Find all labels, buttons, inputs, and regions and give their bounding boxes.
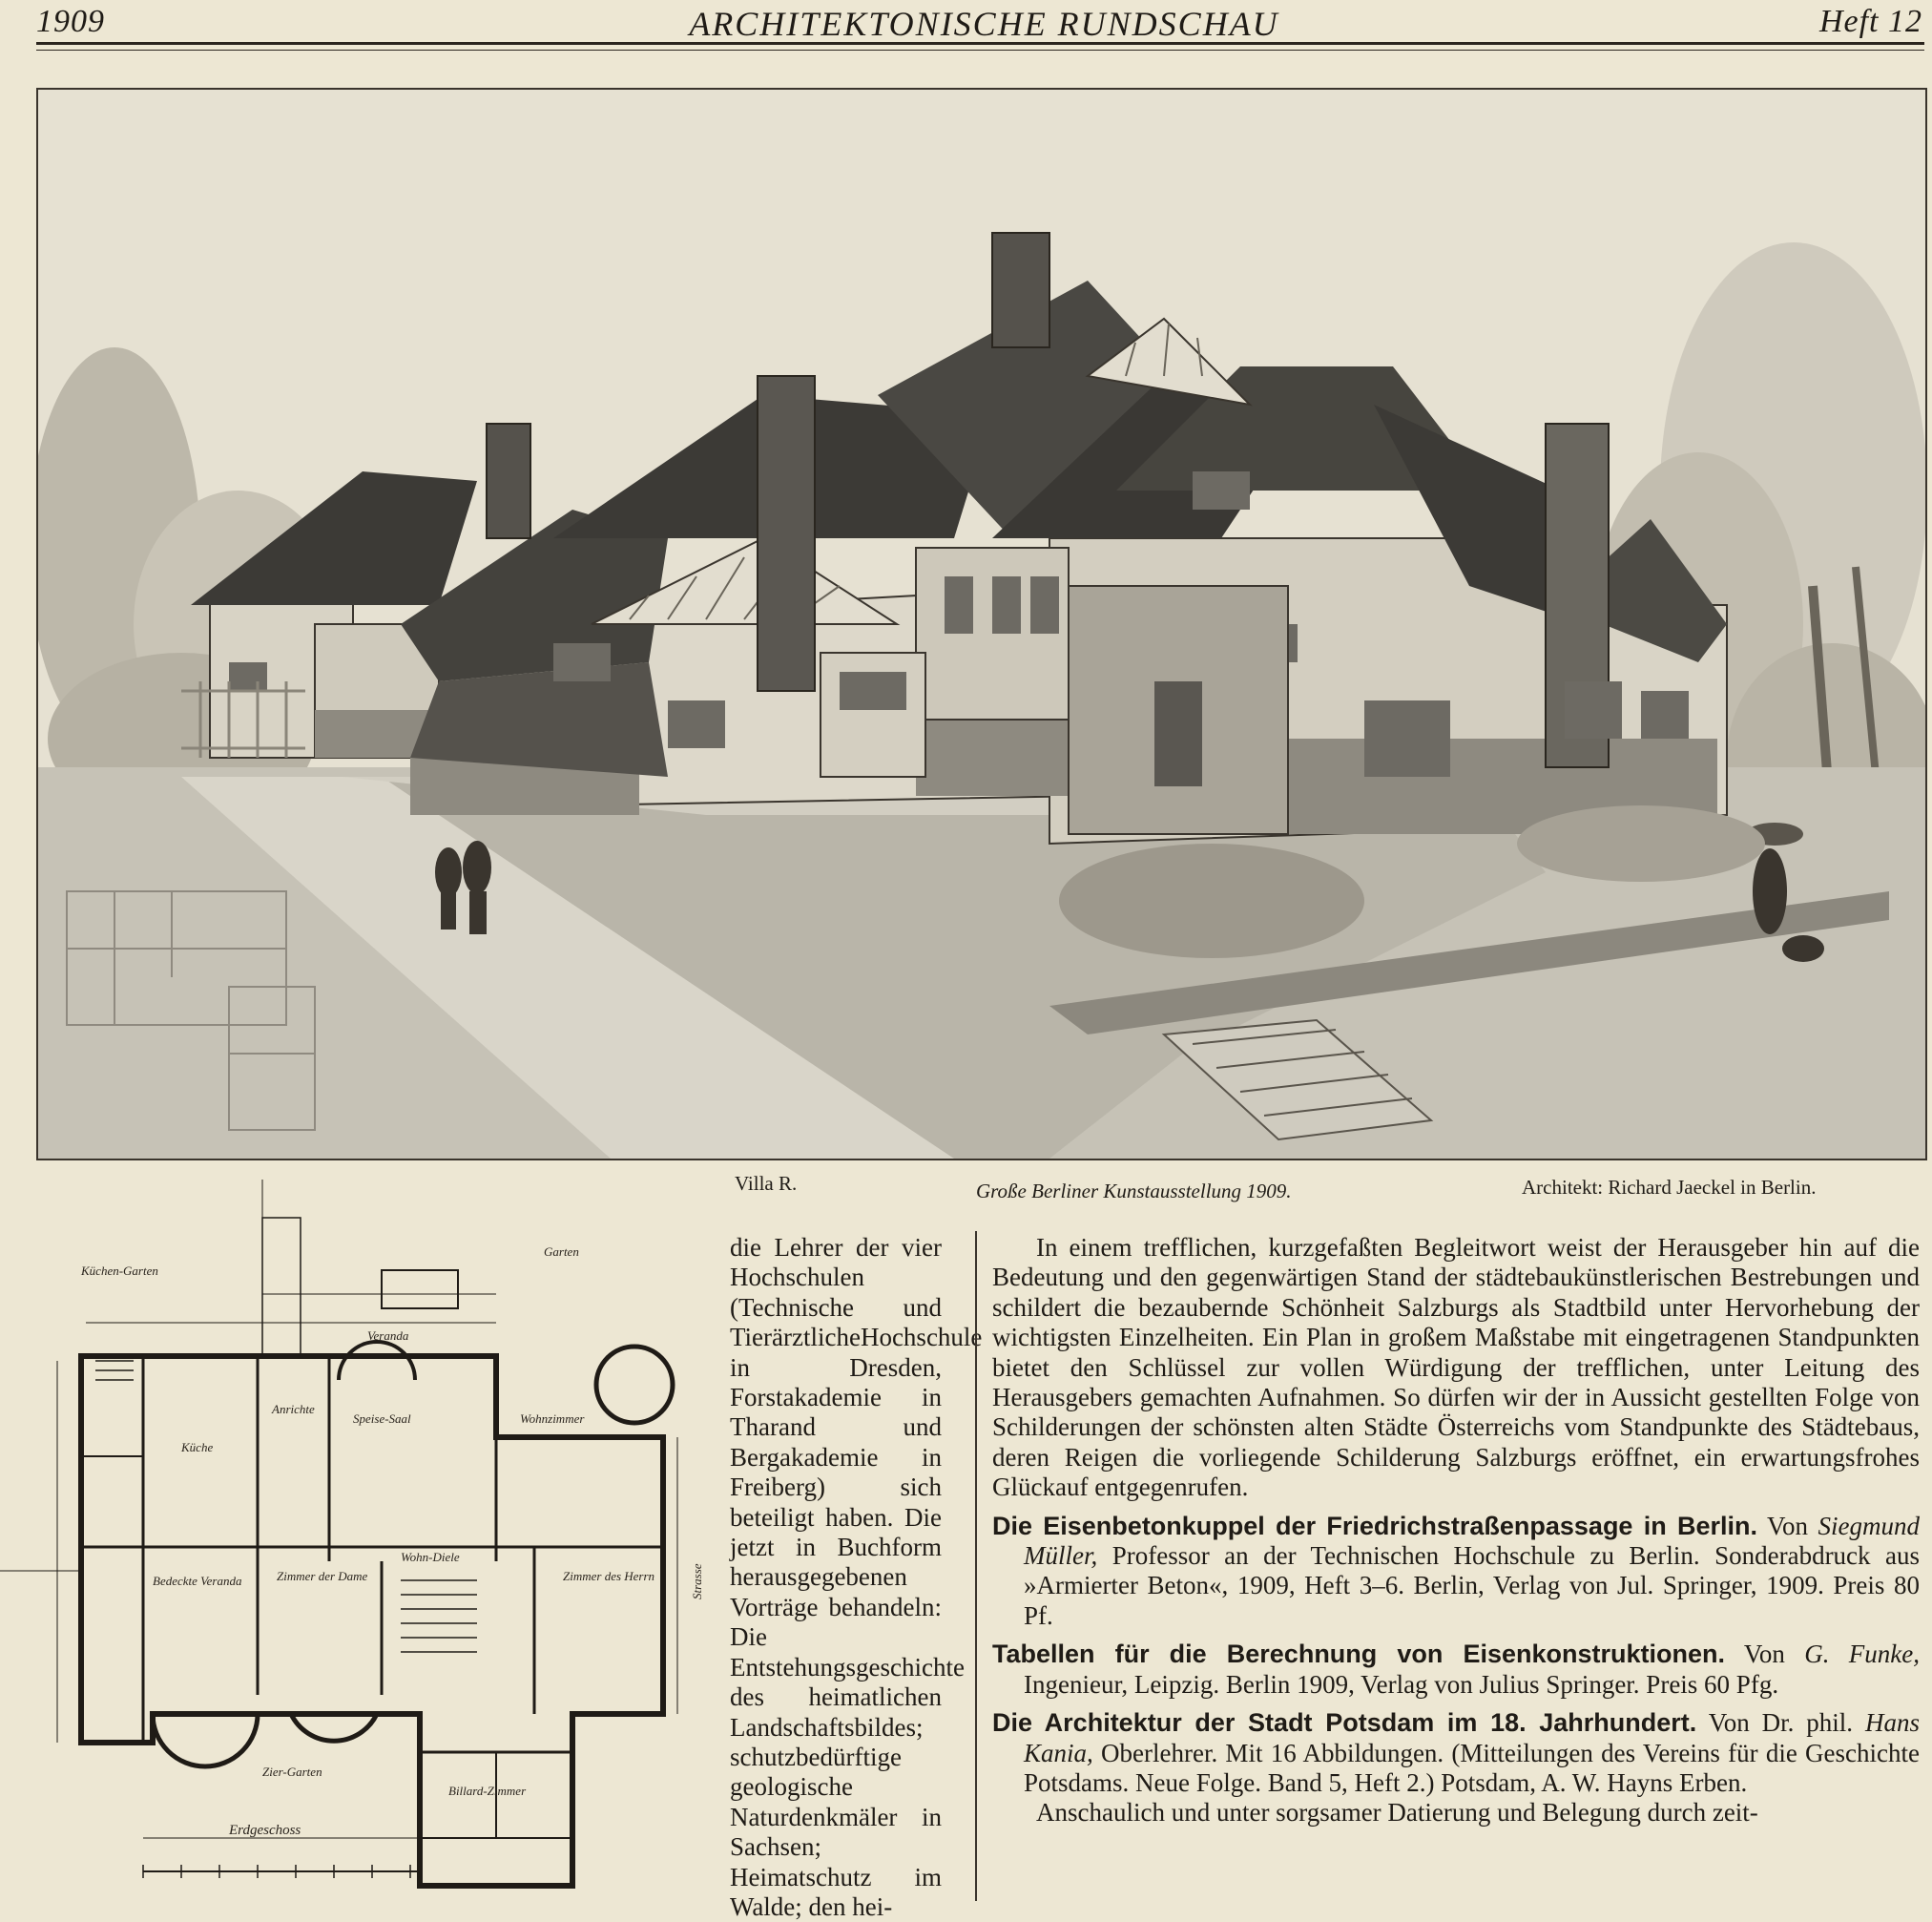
header-rule-thin: [36, 50, 1924, 51]
book-details: Oberlehrer. Mit 16 Abbildungen. (Mitteilungen des Vereins für die Geschichte Potsdams. Neue Folge. Band 5, Heft 2.) Potsdam, A. W. Hayns Erben.: [1024, 1738, 1920, 1797]
plan-label-zier-garten: Zier-Garten: [262, 1765, 322, 1779]
right-text-column: [992, 1233, 1920, 1828]
book-title: Die Architektur der Stadt Potsdam im 18. Jahrhundert.: [992, 1708, 1697, 1738]
plan-label-speise-saal: Speise-Saal: [353, 1411, 411, 1426]
book-author: Siegmund Müller,: [1024, 1511, 1921, 1571]
caption-villa: Villa R.: [735, 1172, 798, 1195]
plan-label-zimmer-dame: Zimmer der Dame: [277, 1569, 368, 1583]
book-author: G. Funke,: [1804, 1640, 1921, 1669]
review-paragraph: In einem trefflichen, kurzgefaßten Begleitwort weist der Herausgeber hin auf die Bedeutung und den gegenwärtigen Stand der städtebaukünstlerischen Bestrebungen und schildert die bezaubernde Schönheit Salzburgs als Stadtbild unter Hervorhebung der wichtigsten Einzelheiten. Ein Plan in großem Maßstabe mit eingetragenen Standpunkten bietet den Schlüssel zur vollen Würdigung der trefflichen, unter Leitung des Herausgebers gemachten Aufnahmen. So dürfen wir der in Aussicht gestellten Folge von Schilderungen der schönsten alten Städte Österreichs vom Standpunkte des Städtebaus, deren Reigen die vorliegende Schilderung Salzburgs eröffnet, ein erwartungsfrohes Glückauf entgegenrufen.: [992, 1233, 1920, 1502]
book-author: Hans Kania,: [1024, 1708, 1920, 1767]
header-rule-thick: [36, 42, 1924, 45]
header-issue: Heft 12: [1818, 4, 1922, 39]
book-by: Von: [1725, 1640, 1805, 1669]
book-details: Ingenieur, Leipzig. Berlin 1909, Verlag von Julius Springer. Preis 60 Pfg.: [1024, 1669, 1779, 1699]
plan-label-kueche: Küche: [181, 1440, 214, 1454]
villa-perspective-drawing: [38, 90, 1925, 1159]
plan-label-garten: Garten: [544, 1244, 579, 1259]
header-year: 1909: [36, 4, 105, 39]
running-header: [36, 0, 1932, 55]
caption-exhibition: Große Berliner Kunstausstellung 1909.: [976, 1180, 1292, 1202]
plan-label-wohnzimmer: Wohnzimmer: [520, 1411, 585, 1426]
review-continuation: Anschaulich und unter sorgsamer Datierung und Belegung durch zeit-: [1036, 1798, 1758, 1828]
left-text-column: [730, 1233, 983, 1922]
header-title: ARCHITEKTONISCHE RUNDSCHAU: [689, 5, 1279, 43]
plan-label-wohn-diele: Wohn-Diele: [401, 1550, 460, 1564]
column-divider: [975, 1231, 977, 1901]
floor-plan: [0, 1180, 711, 1901]
plan-label-kuechen-garten: Küchen-Garten: [81, 1264, 158, 1278]
book-entry-tabellen: [992, 1640, 1920, 1700]
book-entry-eisenbetonkuppel: [992, 1512, 1920, 1632]
plan-label-billard-zimmer: Billard-Zimmer: [448, 1784, 527, 1798]
caption-architect: Architekt: Richard Jaeckel in Berlin.: [1522, 1176, 1817, 1199]
book-by: Von Dr. phil.: [1696, 1708, 1865, 1738]
villa-illustration: [36, 88, 1927, 1160]
plan-label-anrichte: Anrichte: [272, 1402, 315, 1416]
plan-label-strasse: Strasse: [690, 1563, 704, 1599]
book-title: Die Eisenbetonkuppel der Friedrichstraßenpassage in Berlin.: [992, 1511, 1757, 1540]
floor-plan-drawing: [0, 1180, 711, 1901]
book-by: Von: [1756, 1511, 1818, 1540]
plan-label-erdgeschoss: Erdgeschoss: [229, 1823, 301, 1838]
book-details: Professor an der Technischen Hochschule zu Berlin. Sonderabdruck aus »Armierter Beton«, 1909, Heft 3–6. Berlin, Verlag von Jul. Springer, 1909. Preis 80 Pf.: [1024, 1541, 1920, 1630]
plan-label-veranda: Veranda: [367, 1328, 409, 1343]
book-entry-potsdam: [992, 1708, 1920, 1798]
plan-label-bedeckte-veranda: Bedeckte Veranda: [153, 1574, 242, 1588]
plan-label-zimmer-herrn: Zimmer des Herrn: [563, 1569, 655, 1583]
left-column-text: die Lehrer der vier Hochschulen (Technische und TierärztlicheHochschule in Dresden, Forstakademie in Tharand und Bergakademie in Freiberg) sich beteiligt haben. Die jetzt in Buchform herausgegebenen Vorträge behandeln: Die Entstehungsgeschichte des heimatlichen Landschaftsbildes; schutzbedürftige geologische Naturdenkmäler in Sachsen; Heimatschutz im Walde; den hei-: [730, 1233, 983, 1921]
book-title: Tabellen für die Berechnung von Eisenkonstruktionen.: [992, 1640, 1726, 1669]
